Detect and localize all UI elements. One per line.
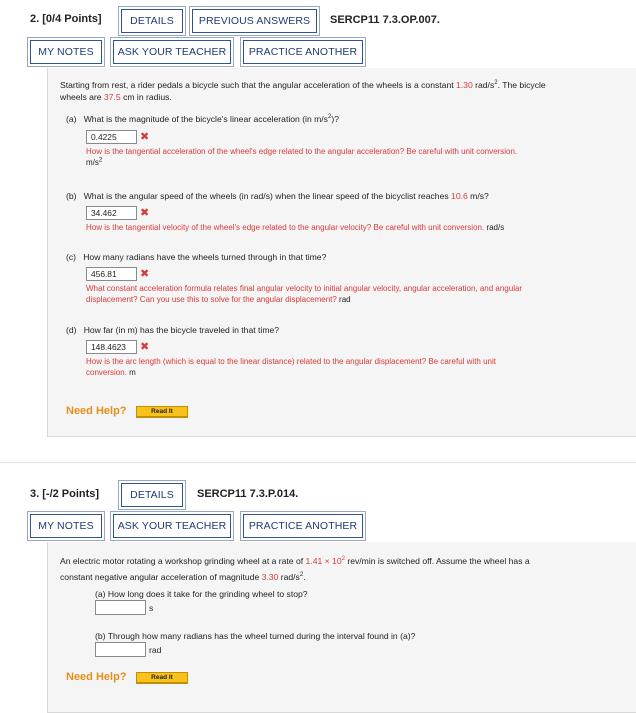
q2b-hint: How is the tangential velocity of the wheel's edge related to the angular velocity? Be careful with unit conversion. rad/s	[86, 223, 505, 232]
q3-problem-code: SERCP11 7.3.P.014.	[197, 488, 299, 500]
q2-problem-code: SERCP11 7.3.OP.007.	[330, 14, 440, 26]
q3-intro: An electric motor rotating a workshop grinding wheel at a rate of $1.41 \times 10^2$ rev/min is switched off. Assume the wheel has a constant negative angular acceleration of magnitude 3.30 rad/$s^2$.	[60, 556, 530, 582]
incorrect-x-icon: ✖	[140, 268, 150, 280]
q2a-hint: How is the tangential acceleration of the wheel's edge related to the angular acceleration? Be careful with unit conversion. $m/s^2$	[86, 147, 518, 167]
incorrect-x-icon: ✖	[140, 341, 150, 353]
q2-previous-answers-button[interactable]: PREVIOUS ANSWERS	[192, 9, 317, 33]
q3a-unit: s	[149, 603, 154, 613]
q3-need-help-label: Need Help?	[66, 671, 127, 683]
q2a-answer-input[interactable]: 0.4225	[86, 130, 137, 144]
incorrect-x-icon: ✖	[140, 131, 150, 143]
q3-practice-another-button[interactable]: PRACTICE ANOTHER	[243, 514, 363, 538]
q2c-hint: What constant acceleration formula relates final angular velocity to initial angular velocity, angular acceleration, and angular displacement? Can you use this to solve for the angular displacement? rad	[86, 284, 523, 304]
q2-practice-another-button[interactable]: PRACTICE ANOTHER	[243, 40, 363, 64]
q3b-answer-input[interactable]	[95, 642, 146, 657]
q3-ask-teacher-button[interactable]: ASK YOUR TEACHER	[113, 514, 231, 538]
q3-number: 3. [-/2 Points]	[30, 488, 100, 500]
q3b-question: (b) Through how many radians has the wheel turned during the interval found in (a)?	[95, 631, 416, 641]
q2-read-it-button[interactable]: Read It	[136, 406, 188, 418]
q2a-question: (a) What is the magnitude of the bicycle's linear acceleration (in $m/s^2$)?	[66, 114, 339, 124]
incorrect-x-icon: ✖	[140, 207, 150, 219]
q2d-answer-input[interactable]: 148.4623	[86, 340, 137, 354]
q2-details-button[interactable]: DETAILS	[121, 9, 183, 33]
q2-intro: Starting from rest, a rider pedals a bicycle such that the angular acceleration of the wheels is a constant 1.30 rad/$s^2$. The bicycle wheels are 37.5 cm in radius.	[60, 80, 546, 102]
q3-my-notes-button[interactable]: MY NOTES	[30, 514, 102, 538]
q3-details-button[interactable]: DETAILS	[121, 483, 183, 507]
question-divider	[0, 462, 636, 463]
q2-number: 2. [0/4 Points]	[30, 13, 102, 25]
q2b-question: (b) What is the angular speed of the wheels (in rad/s) when the linear speed of the bicyclist reaches 10.6 m/s?	[66, 191, 489, 201]
q2b-answer-input[interactable]: 34.462	[86, 206, 137, 220]
q2c-question: (c) How many radians have the wheels turned through in that time?	[66, 252, 327, 262]
q2c-answer-input[interactable]: 456.81	[86, 267, 137, 281]
q3a-question: (a) How long does it take for the grinding wheel to stop?	[95, 589, 308, 599]
q2d-hint: How is the arc length (which is equal to the linear distance) related to the angular displacement? Be careful with unit conversion. m	[86, 357, 497, 377]
q3-read-it-button[interactable]: Read It	[136, 672, 188, 684]
q3a-answer-input[interactable]	[95, 600, 146, 615]
q2d-question: (d) How far (in m) has the bicycle traveled in that time?	[66, 325, 280, 335]
q2-need-help-label: Need Help?	[66, 405, 127, 417]
q3b-unit: rad	[149, 645, 162, 655]
q2-ask-teacher-button[interactable]: ASK YOUR TEACHER	[113, 40, 231, 64]
q2-my-notes-button[interactable]: MY NOTES	[30, 40, 102, 64]
